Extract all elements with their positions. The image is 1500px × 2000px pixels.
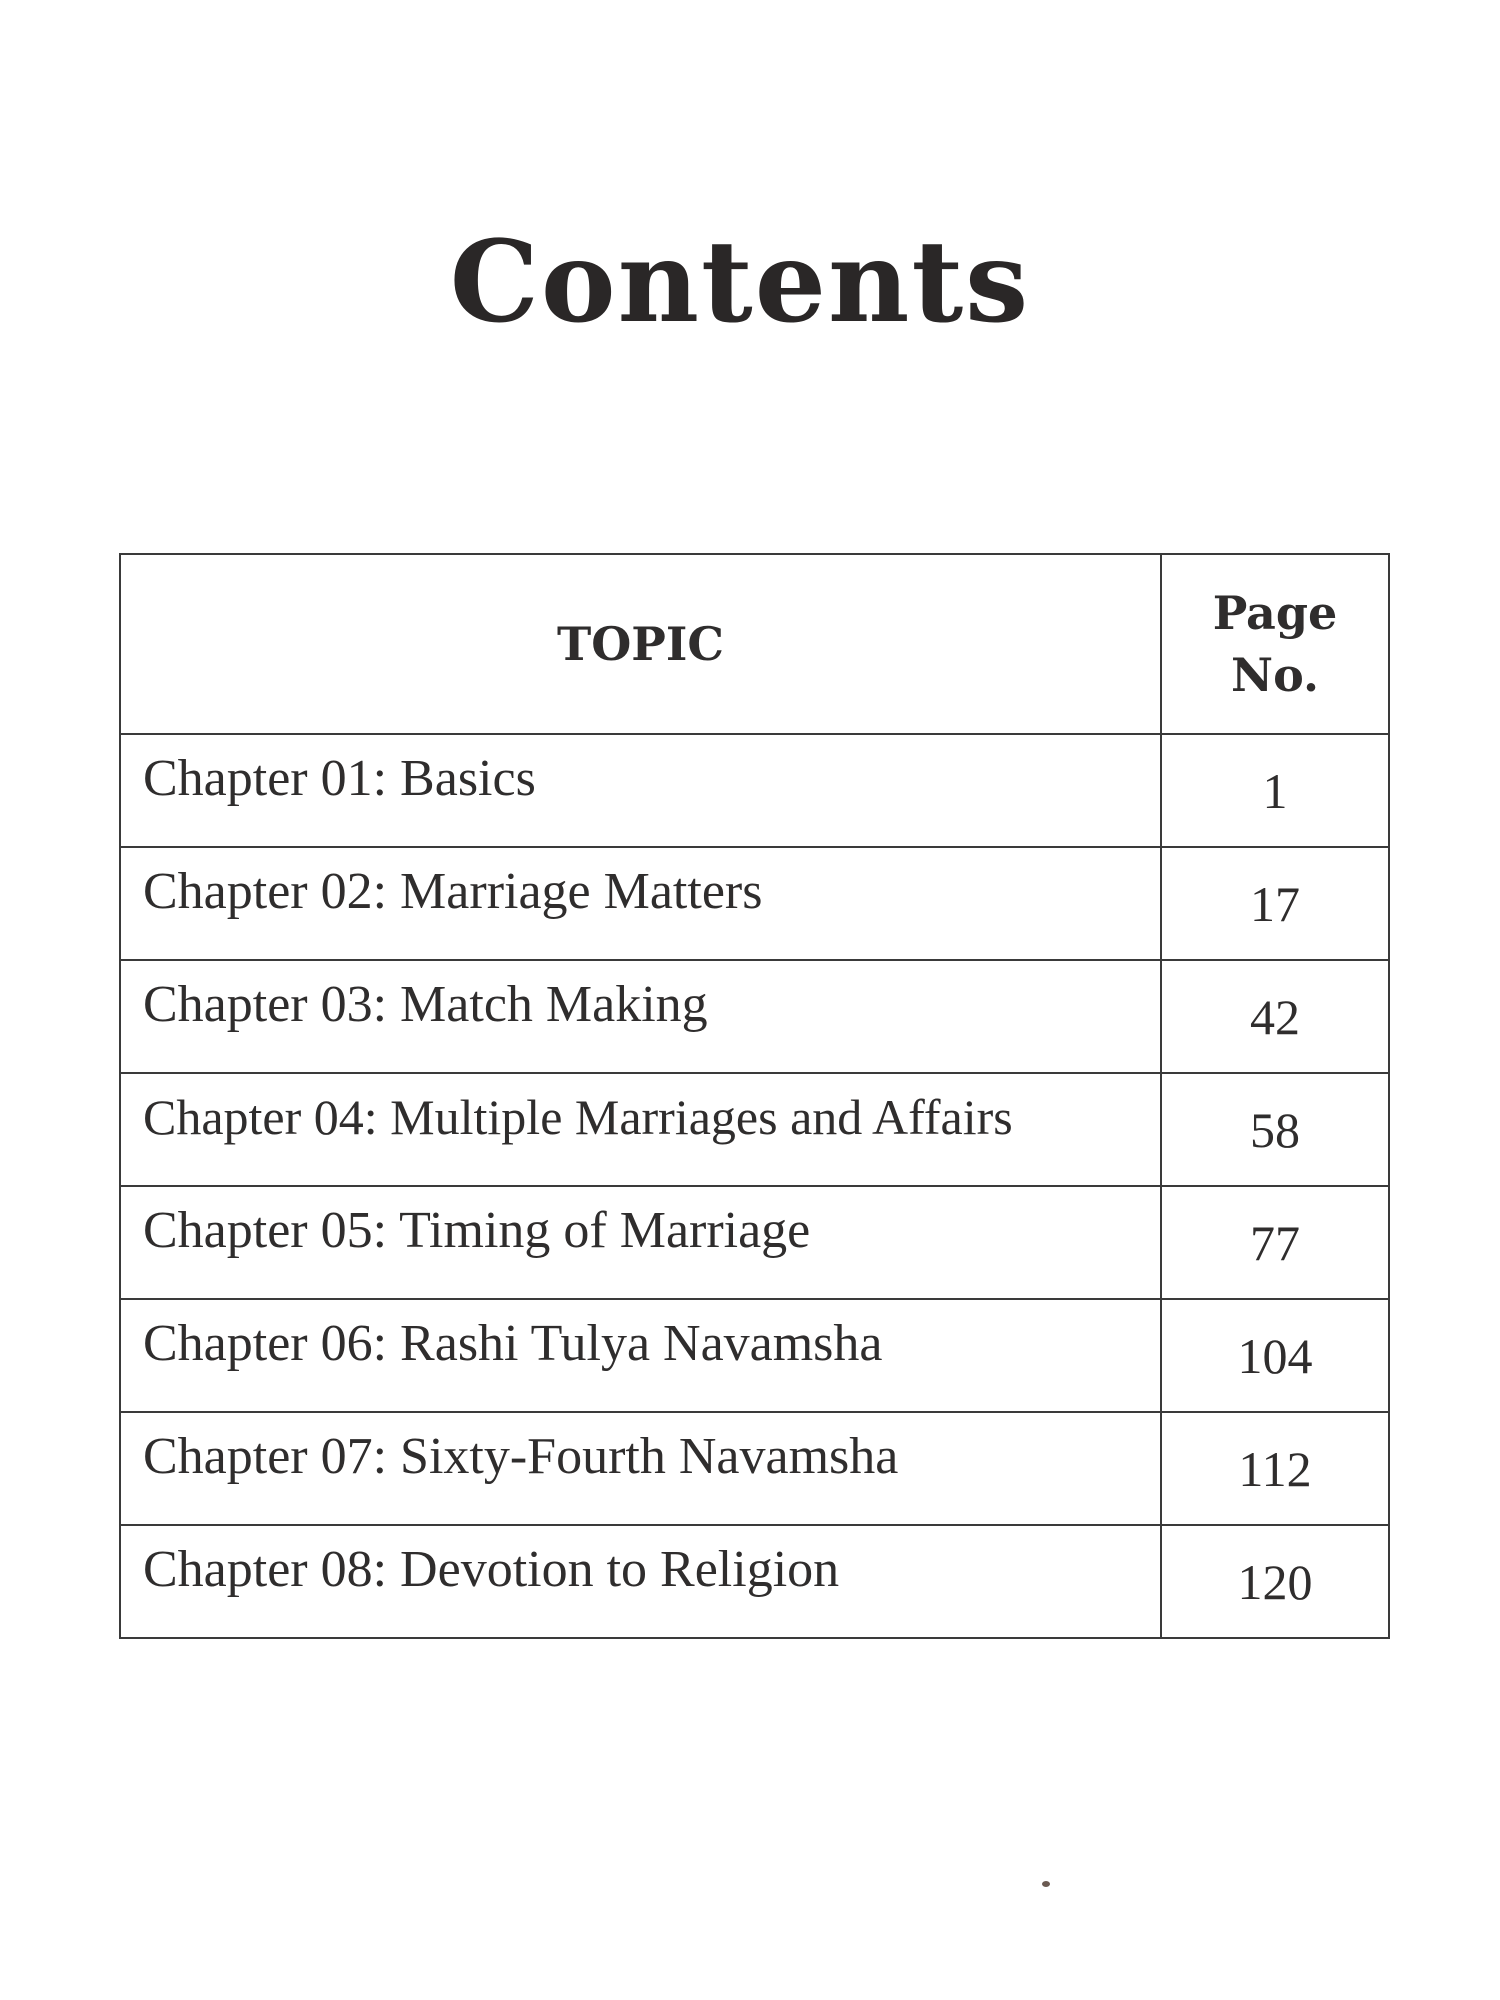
page-header-line2: No.	[1231, 648, 1319, 702]
page-header-line1: Page	[1212, 586, 1338, 640]
page-number: 58	[1161, 1073, 1389, 1186]
topic-column-header: TOPIC	[120, 554, 1161, 734]
chapter-title: Chapter 04: Multiple Marriages and Affairs	[120, 1073, 1161, 1186]
table-row	[120, 1073, 1389, 1186]
table-row	[120, 1412, 1389, 1525]
page-number: 112	[1161, 1412, 1389, 1525]
table-row	[120, 734, 1389, 847]
chapter-title: Chapter 08: Devotion to Religion	[120, 1525, 1161, 1638]
chapter-title: Chapter 02: Marriage Matters	[120, 847, 1161, 960]
table-row	[120, 1299, 1389, 1412]
contents-table	[119, 553, 1390, 1639]
chapter-title: Chapter 05: Timing of Marriage	[120, 1186, 1161, 1299]
table-header-row	[120, 554, 1389, 734]
table-row	[120, 847, 1389, 960]
chapter-title: Chapter 03: Match Making	[120, 960, 1161, 1073]
page-number: 120	[1161, 1525, 1389, 1638]
table-row	[120, 1186, 1389, 1299]
chapter-title: Chapter 06: Rashi Tulya Navamsha	[120, 1299, 1161, 1412]
page-number: 77	[1161, 1186, 1389, 1299]
page-number: 104	[1161, 1299, 1389, 1412]
scan-speck	[1042, 1881, 1050, 1887]
chapter-title: Chapter 07: Sixty-Fourth Navamsha	[120, 1412, 1161, 1525]
page-number: 1	[1161, 734, 1389, 847]
chapter-title: Chapter 01: Basics	[120, 734, 1161, 847]
page-no-column-header	[1161, 554, 1389, 734]
table-row	[120, 960, 1389, 1073]
page-number: 17	[1161, 847, 1389, 960]
page-title: Contents	[449, 217, 1031, 348]
table-row	[120, 1525, 1389, 1638]
page-number: 42	[1161, 960, 1389, 1073]
